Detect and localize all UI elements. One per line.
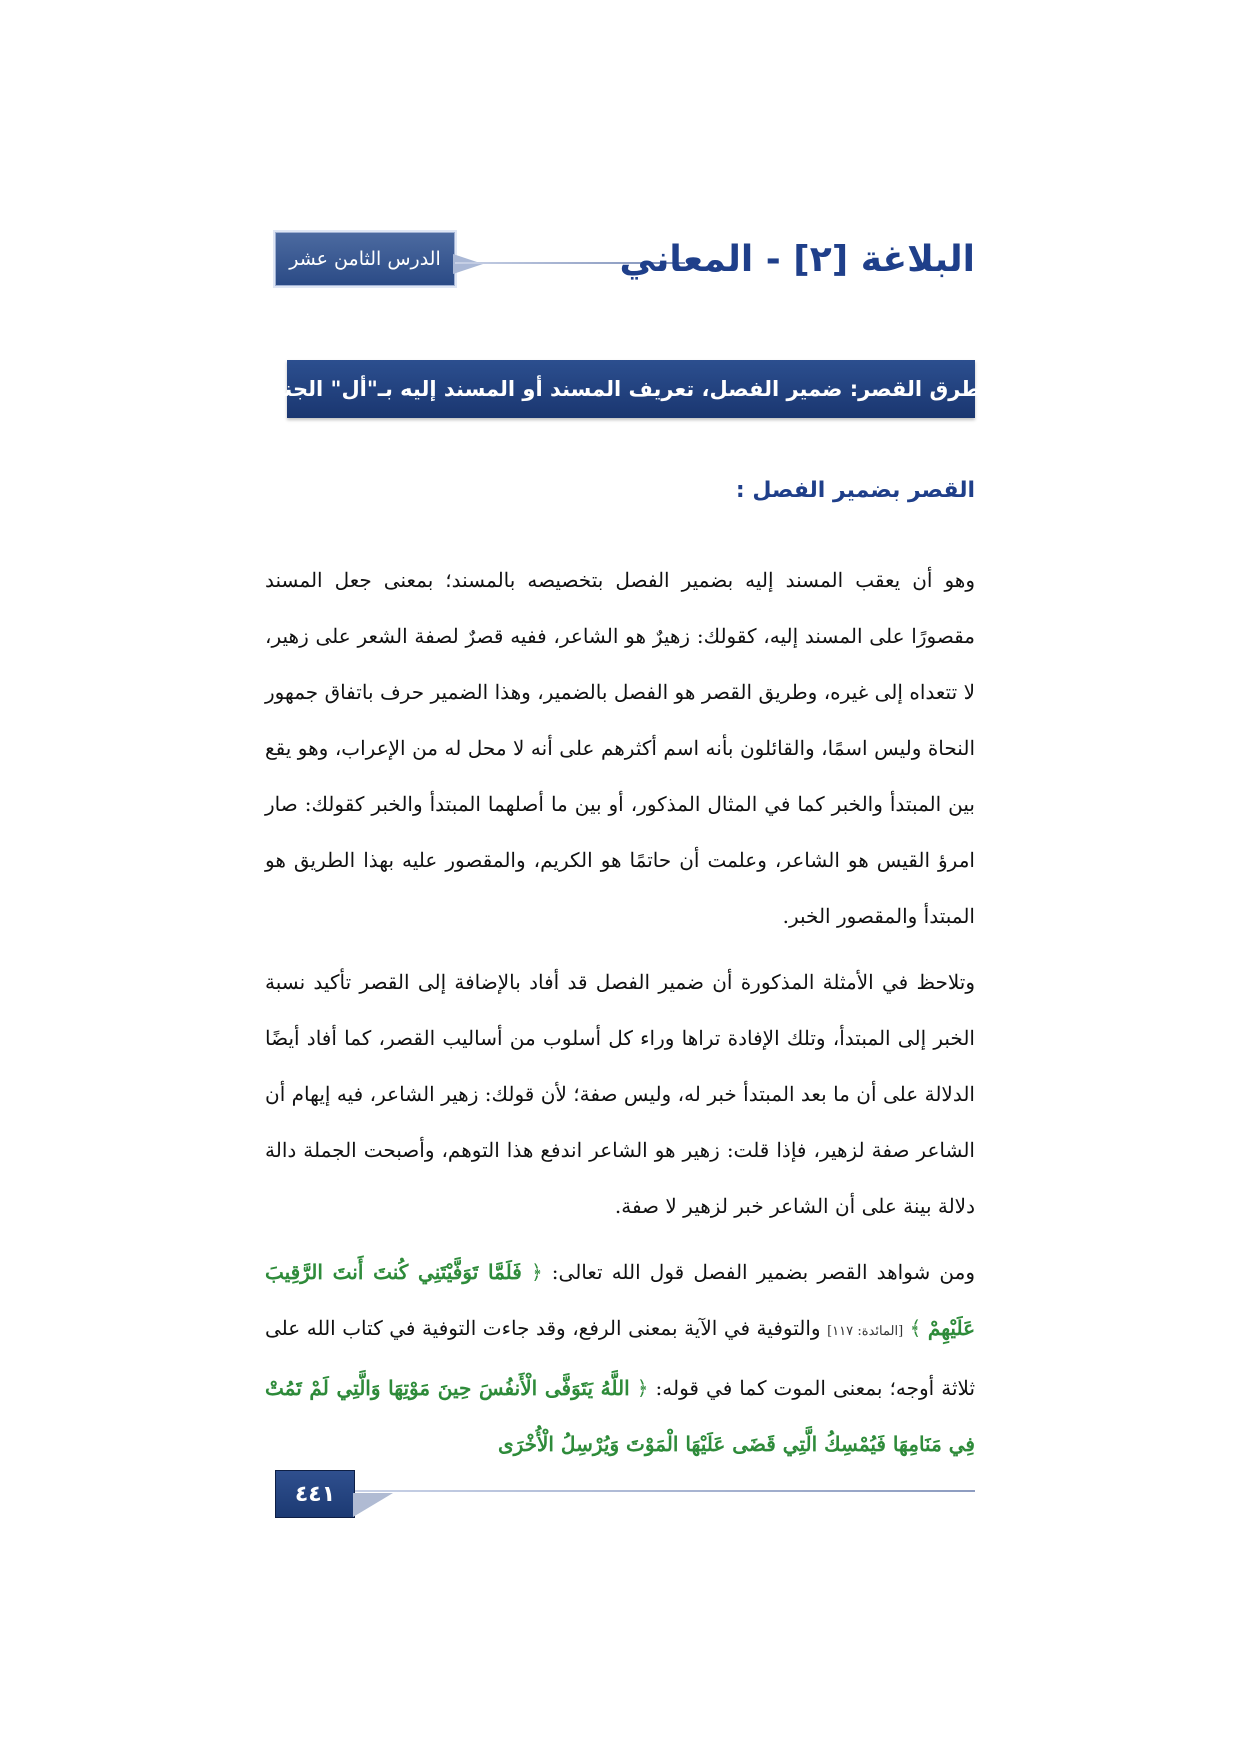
page-number-tail-decoration (353, 1493, 393, 1517)
verse-citation: [المائدة: ١١٧] (827, 1324, 904, 1339)
quran-verse-2: اللَّهُ يَتَوَفَّى الْأَنفُسَ حِينَ مَوْتِهَا وَالَّتِي لَمْ تَمُتْ فِي مَنَامِهَا فَيُمْسِكُ الَّتِي قَضَى عَلَيْهَا الْمَوْتَ وَيُرْسِلُ الْأُخْرَى (265, 1376, 975, 1456)
quran-close-bracket: ﴾ (909, 1316, 922, 1340)
body-content (265, 552, 975, 1482)
footer-divider (355, 1490, 975, 1492)
quran-open-bracket: ﴿ (530, 1260, 543, 1284)
book-title: البلاغة [٢] - المعاني (619, 239, 975, 280)
paragraph-3 (265, 1244, 975, 1472)
badge-tail-decoration (453, 254, 483, 274)
lesson-badge: الدرس الثامن عشر (275, 232, 455, 286)
paragraph-2: وتلاحظ في الأمثلة المذكورة أن ضمير الفصل قد أفاد بالإضافة إلى القصر تأكيد نسبة الخبر إلى المبتدأ، وتلك الإفادة تراها وراء كل أسلوب من أساليب القصر، كما أفاد أيضًا الدلالة على أن ما بعد المبتدأ خبر له، وليس صفة؛ لأن قولك: زهير الشاعر، فيه إيهام أن الشاعر صفة لزهير، فإذا قلت: زهير هو الشاعر اندفع هذا التوهم، وأصبحت الجملة دالة دلالة بينة على أن الشاعر خبر لزهير لا صفة. (265, 970, 975, 1218)
paragraph-3-middle: والتوفية في الآية بمعنى الرفع، وقد جاءت التوفية في كتاب الله على ثلاثة أوجه؛ بمعنى الموت كما في قوله: (265, 1316, 976, 1400)
page-number: ٤٤١ (275, 1470, 355, 1518)
quran-open-bracket-2: ﴿ (636, 1376, 649, 1400)
page-footer (275, 1470, 975, 1518)
paragraph-1: وهو أن يعقب المسند إليه بضمير الفصل بتخصيصه بالمسند؛ بمعنى جعل المسند مقصورًا على المسند إليه، كقولك: زهيرٌ هو الشاعر، ففيه قصرٌ لصفة الشعر على زهير، لا تتعداه إلى غيره، وطريق القصر هو الفصل بالضمير، وهذا الضمير حرف باتفاق جمهور النحاة وليس اسمًا، والقائلون بأنه اسم أكثرهم على أنه لا محل له من الإعراب، وهو يقع بين المبتدأ والخبر كما في المثال المذكور، أو بين ما أصلهما المبتدأ والخبر كقولك: صار امرؤ القيس هو الشاعر، وعلمت أن حاتمًا هو الكريم، والمقصور عليه بهذا الطريق هو المبتدأ والمقصور الخبر. (265, 568, 975, 928)
paragraph-3-intro: ومن شواهد القصر بضمير الفصل قول الله تعالى: (551, 1260, 976, 1284)
section-heading: القصر بضمير الفصل : (735, 478, 975, 503)
section-banner: من طرق القصر: ضمير الفصل، تعريف المسند أو المسند إليه بـ"أل" الجنسية (287, 360, 975, 418)
quran-verse-1: فَلَمَّا تَوَفَّيْتَنِي كُنتَ أَنتَ الرَّقِيبَ عَلَيْهِمْ (265, 1260, 976, 1340)
page-header (275, 232, 975, 288)
